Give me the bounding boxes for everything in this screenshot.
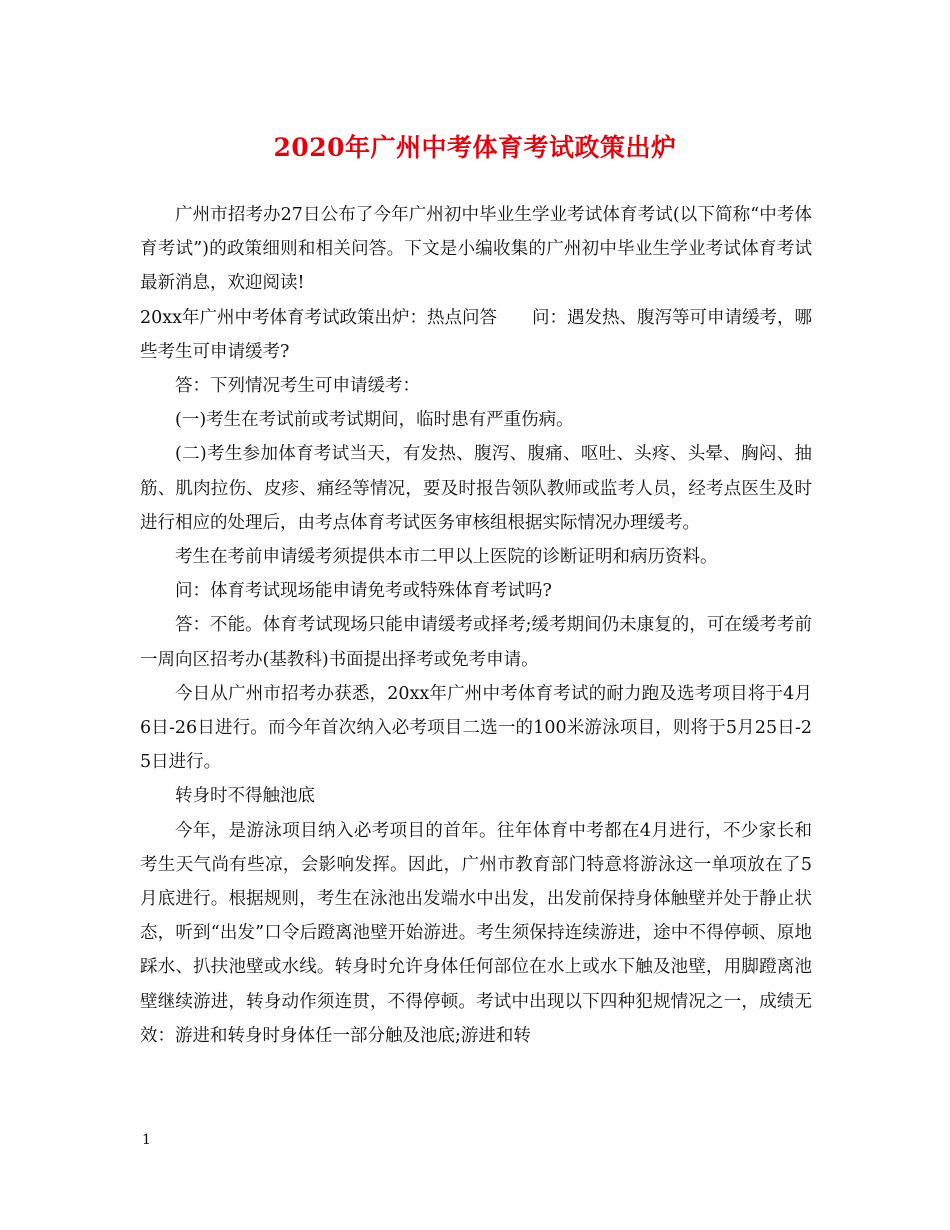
- paragraph-intro: 广州市招考办27日公布了今年广州初中毕业生学业考试体育考试(以下简称“中考体育考试”)的政策细则和相关问答。下文是小编收集的广州初中毕业生学业考试体育考试最新消息，欢迎阅读!: [140, 205, 812, 294]
- paragraph-answer-1: 答：下列情况考生可申请缓考：: [175, 376, 420, 397]
- paragraph-swimming-rules: 今年，是游泳项目纳入必考项目的首年。往年体育中考都在4月进行，不少家长和考生天气尚有些凉，会影响发挥。因此，广州市教育部门特意将游泳这一单项放在了5月底进行。根据规则，考生在泳池出发端水中出发，出发前保持身体触壁并处于静止状态，听到“出发”口令后蹬离池壁开始游进。考生须保持连续游进，途中不得停顿、原地踩水、扒扶池壁或水线。转身时允许身体任何部位在水上或水下触及池壁，用脚蹬离池壁继续游进，转身动作须连贯，不得停顿。考试中出现以下四种犯规情况之一，成绩无效：游进和转身时身体任一部分触及池底;游进和转: [140, 820, 812, 1046]
- paragraph-answer-2: 答：不能。体育考试现场只能申请缓考或择考;缓考期间仍未康复的，可在缓考考前一周向区招考办(基教科)书面提出择考或免考申请。: [140, 615, 812, 670]
- document-title: 2020年广州中考体育考试政策出炉: [273, 133, 677, 162]
- paragraph-case-1: (一)考生在考试前或考试期间，临时患有严重伤病。: [175, 410, 574, 431]
- page-number: 1: [142, 1132, 151, 1148]
- paragraph-requirement: 考生在考前申请缓考须提供本市二甲以上医院的诊断证明和病历资料。: [175, 547, 718, 568]
- paragraph-question-2: 问：体育考试现场能申请免考或特殊体育考试吗?: [175, 581, 552, 602]
- paragraph-schedule: 今日从广州市招考办获悉，20xx年广州中考体育考试的耐力跑及选考项目将于4月6日-26日进行。而今年首次纳入必考项目二选一的100米游泳项目，则将于5月25日-25日进行。: [140, 683, 812, 773]
- paragraph-case-2: (二)考生参加体育考试当天，有发热、腹泻、腹痛、呕吐、头疼、头晕、胸闷、抽筋、肌肉拉伤、皮疹、痛经等情况，要及时报告领队教师或监考人员，经考点医生及时进行相应的处理后，由考点体育考试医务审核组根据实际情况办理缓考。: [140, 444, 812, 533]
- document-body: [140, 198, 812, 1053]
- paragraph-question-1: 20xx年广州中考体育考试政策出炉：热点问答 问：遇发热、腹泻等可申请缓考，哪些考生可申请缓考?: [140, 307, 813, 362]
- paragraph-subheading: 转身时不得触池底: [175, 786, 315, 807]
